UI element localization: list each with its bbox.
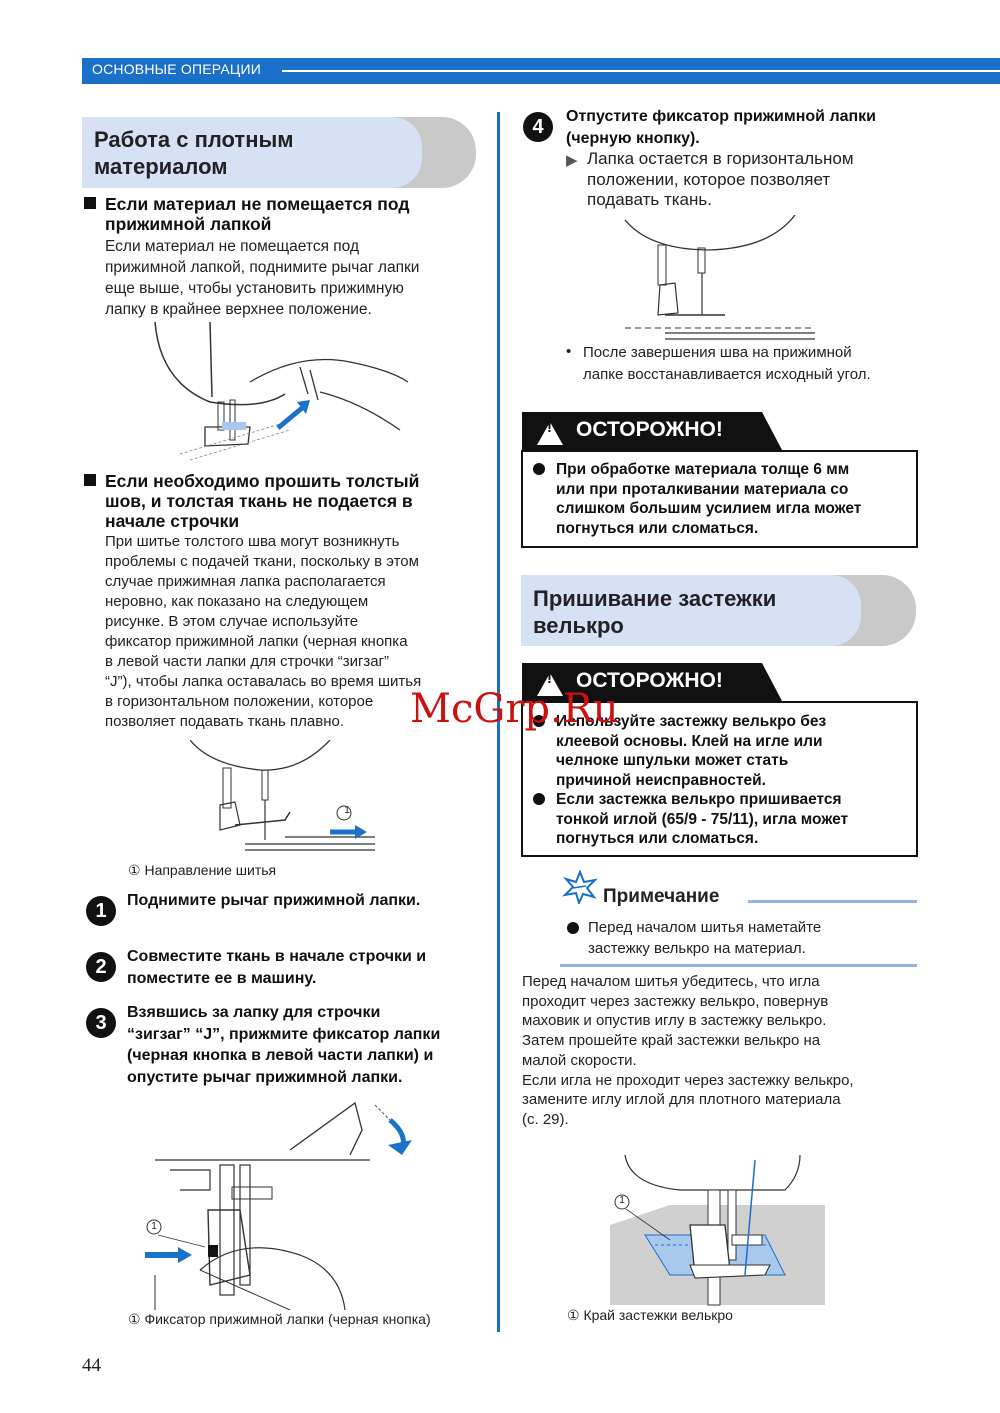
body-line: фиксатор прижимной лапки (черная кнопка xyxy=(105,633,408,650)
body-line: неровно, как показано на следующем xyxy=(105,593,369,610)
caution-line: причиной неисправностей. xyxy=(556,771,766,789)
body-line: позволяет подавать ткань плавно. xyxy=(105,713,344,730)
step-text xyxy=(127,1002,440,1088)
warning-icon: ! xyxy=(547,419,552,436)
step-number: 4 xyxy=(523,112,553,142)
bullet-icon xyxy=(533,793,545,805)
step-text xyxy=(127,890,420,912)
figure-marker: 1 xyxy=(344,805,350,816)
section-title xyxy=(94,126,294,180)
body-line: рисунке. В этом случае используйте xyxy=(105,613,359,630)
result-line: Лапка остается в горизонтальном xyxy=(587,149,854,168)
step-line: Поднимите рычаг прижимной лапки. xyxy=(127,892,421,909)
subsection-bullet xyxy=(84,197,96,209)
section-header: ОСНОВНЫЕ ОПЕРАЦИИ xyxy=(92,61,261,77)
body-line: Перед началом шитья убедитесь, что игла xyxy=(522,973,820,990)
subsection-body xyxy=(105,236,419,320)
body-line: При шитье толстого шва могут возникнуть xyxy=(105,533,400,550)
body-line: Затем прошейте край застежки велькро на xyxy=(522,1032,821,1050)
body-line: в горизонтальном положении, которое xyxy=(105,693,374,710)
body-line: После завершения шва на прижимной xyxy=(583,344,852,361)
caption-number: ① xyxy=(567,1307,580,1323)
body-line: малой скорости. xyxy=(522,1051,637,1069)
caption-number: ① xyxy=(128,862,141,878)
header-rule xyxy=(282,70,1000,72)
caution-line: клеевой основы. Клей на игле или xyxy=(556,732,823,750)
body-line: лапке восстанавливается исходный угол. xyxy=(583,366,871,383)
illustration-presser-lever xyxy=(150,322,410,462)
step-line: опустите рычаг прижимной лапки. xyxy=(127,1068,403,1086)
right-body xyxy=(522,972,854,1130)
caution-line: Используйте застежку велькро без xyxy=(556,713,827,730)
caution-item xyxy=(556,460,861,538)
section-title-line: Пришивание застежки xyxy=(533,586,777,611)
step-line: “зигзаг” “J”, прижмите фиксатор лапки xyxy=(127,1025,441,1043)
body-line: еще выше, чтобы установить прижимную xyxy=(105,280,404,297)
body-line: в левой части лапки для строчки “зигзаг” xyxy=(105,653,390,670)
caution-line: или при проталкивании материала со xyxy=(556,480,849,498)
step-number: 1 xyxy=(86,896,116,926)
body-line: замените иглу иглой для плотного материала xyxy=(522,1091,841,1109)
section-title-line: Работа с плотным xyxy=(94,127,294,152)
step-line: (черная кнопка в левой части лапки) и xyxy=(127,1047,434,1064)
body-line: Если материал не помещается под xyxy=(105,238,360,255)
bullet-icon xyxy=(567,922,579,934)
note-line: застежку велькро на материал. xyxy=(588,940,806,957)
result-line: подавать ткань. xyxy=(587,190,712,209)
body-line: прижимной лапкой, поднимите рычаг лапки xyxy=(105,259,420,276)
subsection-title-line: шов, и толстая ткань не подается в xyxy=(105,491,413,511)
note-bottom-rule xyxy=(560,964,917,967)
figure-marker: 1 xyxy=(619,1195,625,1206)
note-title-rule xyxy=(748,900,917,903)
step-result xyxy=(587,149,854,211)
bullet-icon: • xyxy=(566,343,572,360)
illustration-presser-lock-button xyxy=(140,1095,440,1310)
caution-line: погнуться или сломаться. xyxy=(556,519,759,537)
caution-label: ОСТОРОЖНО! xyxy=(576,669,723,692)
subsection-body xyxy=(105,532,421,732)
body-line: Если игла не проходит через застежку велькро, xyxy=(522,1071,854,1089)
subsection-title-line: прижимной лапкой xyxy=(105,214,272,234)
figure-caption xyxy=(128,862,276,879)
caution-item xyxy=(556,790,848,849)
note-line: Перед началом шитья наметайте xyxy=(588,919,822,936)
note-after-seam xyxy=(583,342,871,386)
warning-icon: ! xyxy=(547,670,552,687)
caption-text: Край застежки велькро xyxy=(583,1307,733,1323)
step-line: Совместите ткань в начале строчки и xyxy=(127,948,427,965)
caption-number: ① xyxy=(128,1311,141,1327)
body-line: лапку в крайнее верхнее положение. xyxy=(105,301,372,318)
caution-line: слишком большим усилием игла может xyxy=(556,500,862,517)
result-line: положении, которое позволяет xyxy=(587,169,831,189)
step-number: 2 xyxy=(86,952,116,982)
illustration-foot-level xyxy=(620,215,820,345)
watermark: McGrp.Ru xyxy=(410,686,619,732)
caution-label: ОСТОРОЖНО! xyxy=(576,418,723,441)
section-title xyxy=(533,585,776,639)
subsection-title-line: начале строчки xyxy=(105,511,240,531)
caption-text: Фиксатор прижимной лапки (черная кнопка) xyxy=(144,1311,431,1327)
step-line: Отпустите фиксатор прижимной лапки xyxy=(566,108,877,125)
subsection-title-line: Если необходимо прошить толстый xyxy=(105,471,420,491)
step-text xyxy=(566,106,876,149)
caution-line: погнуться или сломаться. xyxy=(556,830,759,847)
caption-text: Направление шитья xyxy=(144,862,277,878)
figure-marker: 1 xyxy=(151,1221,157,1232)
illustration-velcro xyxy=(610,1150,825,1310)
step-text xyxy=(127,946,426,989)
body-line: проходит через застежку велькро, повернув xyxy=(522,992,829,1010)
subsection-title xyxy=(105,194,409,234)
illustration-thick-seam xyxy=(190,740,380,865)
figure-caption xyxy=(567,1307,733,1324)
section-title-line: материалом xyxy=(94,154,228,179)
body-line: проблемы с подачей ткани, поскольку в этом xyxy=(105,553,419,570)
bullet-icon xyxy=(533,463,545,475)
body-line: маховик и опустив иглу в застежку велькро. xyxy=(522,1012,827,1030)
result-arrow-icon: ▶ xyxy=(566,152,578,169)
page-number: 44 xyxy=(82,1355,101,1376)
subsection-title-line: Если материал не помещается под xyxy=(105,194,410,214)
subsection-title xyxy=(105,471,419,531)
caution-line: челноке шпульки может стать xyxy=(556,752,789,769)
caution-line: Если застежка велькро пришивается xyxy=(556,791,842,808)
step-line: поместите ее в машину. xyxy=(127,969,317,987)
note-title: Примечание xyxy=(603,886,720,907)
figure-caption xyxy=(128,1311,431,1328)
note-item xyxy=(588,917,821,959)
note-icon xyxy=(561,870,599,904)
section-title-line: велькро xyxy=(533,613,624,638)
body-line: (с. 29). xyxy=(522,1110,569,1128)
step-line: Взявшись за лапку для строчки xyxy=(127,1004,381,1021)
subsection-bullet xyxy=(84,474,96,486)
body-line: случае прижимная лапка располагается xyxy=(105,573,386,590)
caution-line: тонкой иглой (65/9 - 75/11), игла может xyxy=(556,810,849,828)
caution-line: При обработке материала толще 6 мм xyxy=(556,461,850,478)
step-line: (черную кнопку). xyxy=(566,129,700,147)
body-line: “J”), чтобы лапка оставалась во время шитья xyxy=(105,673,422,690)
step-number: 3 xyxy=(86,1008,116,1038)
